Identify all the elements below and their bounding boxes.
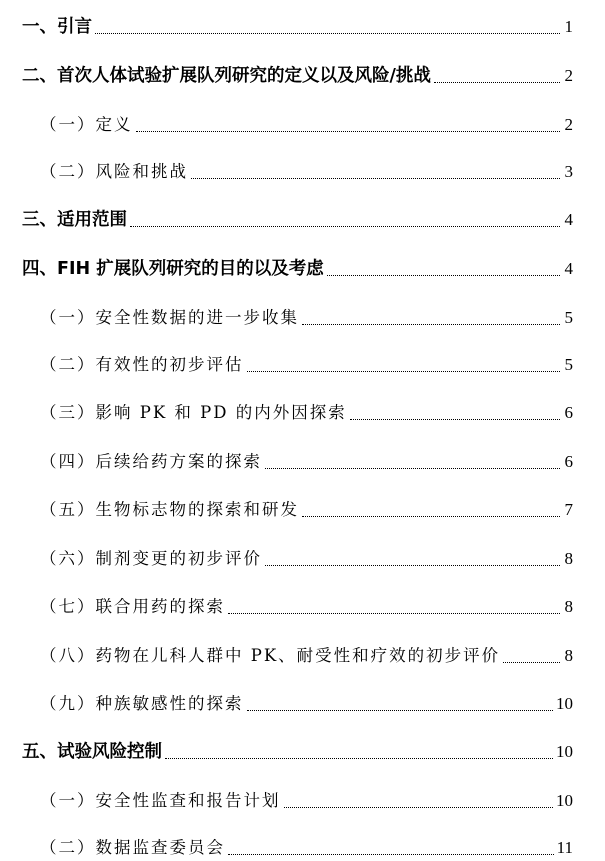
dot-leader (247, 710, 554, 711)
toc-entry-label: （一）安全性数据的进一步收集 (40, 308, 299, 327)
dot-leader (130, 226, 560, 227)
toc-entry-label: （四）后续给药方案的探索 (40, 452, 262, 471)
dot-leader (136, 131, 561, 132)
toc-entry-label: 四、FIH 扩展队列研究的目的以及考虑 (22, 259, 324, 279)
toc-entry-page: 7 (564, 500, 573, 519)
toc-entry-3[interactable] (0, 207, 605, 233)
dot-leader (503, 662, 560, 663)
toc-entry-label: 一、引言 (22, 17, 92, 37)
toc-entry-page: 3 (564, 162, 573, 181)
toc-entry-page: 2 (564, 66, 573, 85)
toc-entry-4-1[interactable] (0, 305, 605, 331)
toc-entry-5-2[interactable] (0, 835, 605, 861)
toc-entry-page: 4 (564, 259, 573, 278)
dot-leader (284, 807, 554, 808)
toc-entry-4-2[interactable] (0, 352, 605, 378)
toc-entry-4[interactable] (0, 256, 605, 282)
toc-entry-4-6[interactable] (0, 546, 605, 572)
toc-entry-page: 10 (556, 791, 573, 810)
toc-entry-4-3[interactable] (0, 400, 605, 426)
toc-entry-page: 5 (564, 308, 573, 327)
toc-entry-page: 10 (556, 742, 573, 761)
toc-entry-page: 6 (564, 452, 573, 471)
toc-entry-label: （一）安全性监查和报告计划 (40, 791, 281, 810)
dot-leader (350, 419, 560, 420)
toc-entry-4-8[interactable] (0, 643, 605, 669)
toc-entry-page: 11 (556, 838, 573, 857)
dot-leader (302, 516, 560, 517)
toc-entry-page: 8 (564, 549, 573, 568)
toc-entry-1[interactable] (0, 14, 605, 40)
toc-entry-page: 10 (556, 694, 573, 713)
toc-entry-4-4[interactable] (0, 449, 605, 475)
toc-entry-2-1[interactable] (0, 112, 605, 138)
dot-leader (327, 275, 560, 276)
toc-entry-5-1[interactable] (0, 788, 605, 814)
toc-entry-label: （二）风险和挑战 (40, 162, 188, 181)
dot-leader (95, 33, 560, 34)
toc-entry-page: 8 (564, 646, 573, 665)
toc-entry-4-5[interactable] (0, 497, 605, 523)
toc-entry-label: （五）生物标志物的探索和研发 (40, 500, 299, 519)
toc-entry-label: （二）数据监查委员会 (40, 838, 225, 857)
toc-entry-page: 6 (564, 403, 573, 422)
toc-entry-2-2[interactable] (0, 159, 605, 185)
dot-leader (228, 613, 560, 614)
toc-entry-label: 三、适用范围 (22, 210, 127, 230)
toc-entry-label: （一）定义 (40, 115, 133, 134)
toc-entry-label: （六）制剂变更的初步评价 (40, 549, 262, 568)
toc-entry-label: （八）药物在儿科人群中 PK、耐受性和疗效的初步评价 (40, 646, 501, 665)
toc-entry-page: 5 (564, 355, 573, 374)
toc-entry-4-7[interactable] (0, 594, 605, 620)
dot-leader (228, 854, 554, 855)
toc-entry-label: 二、首次人体试验扩展队列研究的定义以及风险/挑战 (22, 66, 431, 86)
toc-entry-2[interactable] (0, 63, 605, 89)
toc-entry-4-9[interactable] (0, 691, 605, 717)
dot-leader (165, 758, 553, 759)
dot-leader (191, 178, 560, 179)
dot-leader (265, 468, 560, 469)
toc-entry-page: 4 (564, 210, 573, 229)
dot-leader (434, 82, 560, 83)
dot-leader (265, 565, 560, 566)
toc-entry-page: 1 (564, 17, 573, 36)
toc-entry-page: 2 (564, 115, 573, 134)
toc-entry-label: （二）有效性的初步评估 (40, 355, 244, 374)
toc-entry-label: （九）种族敏感性的探索 (40, 694, 244, 713)
toc-entry-label: （七）联合用药的探索 (40, 597, 225, 616)
toc-entry-label: （三）影响 PK 和 PD 的内外因探索 (40, 403, 347, 422)
toc-entry-5[interactable] (0, 739, 605, 765)
dot-leader (302, 324, 560, 325)
toc-entry-page: 8 (564, 597, 573, 616)
toc-entry-label: 五、试验风险控制 (22, 742, 162, 762)
dot-leader (247, 371, 561, 372)
